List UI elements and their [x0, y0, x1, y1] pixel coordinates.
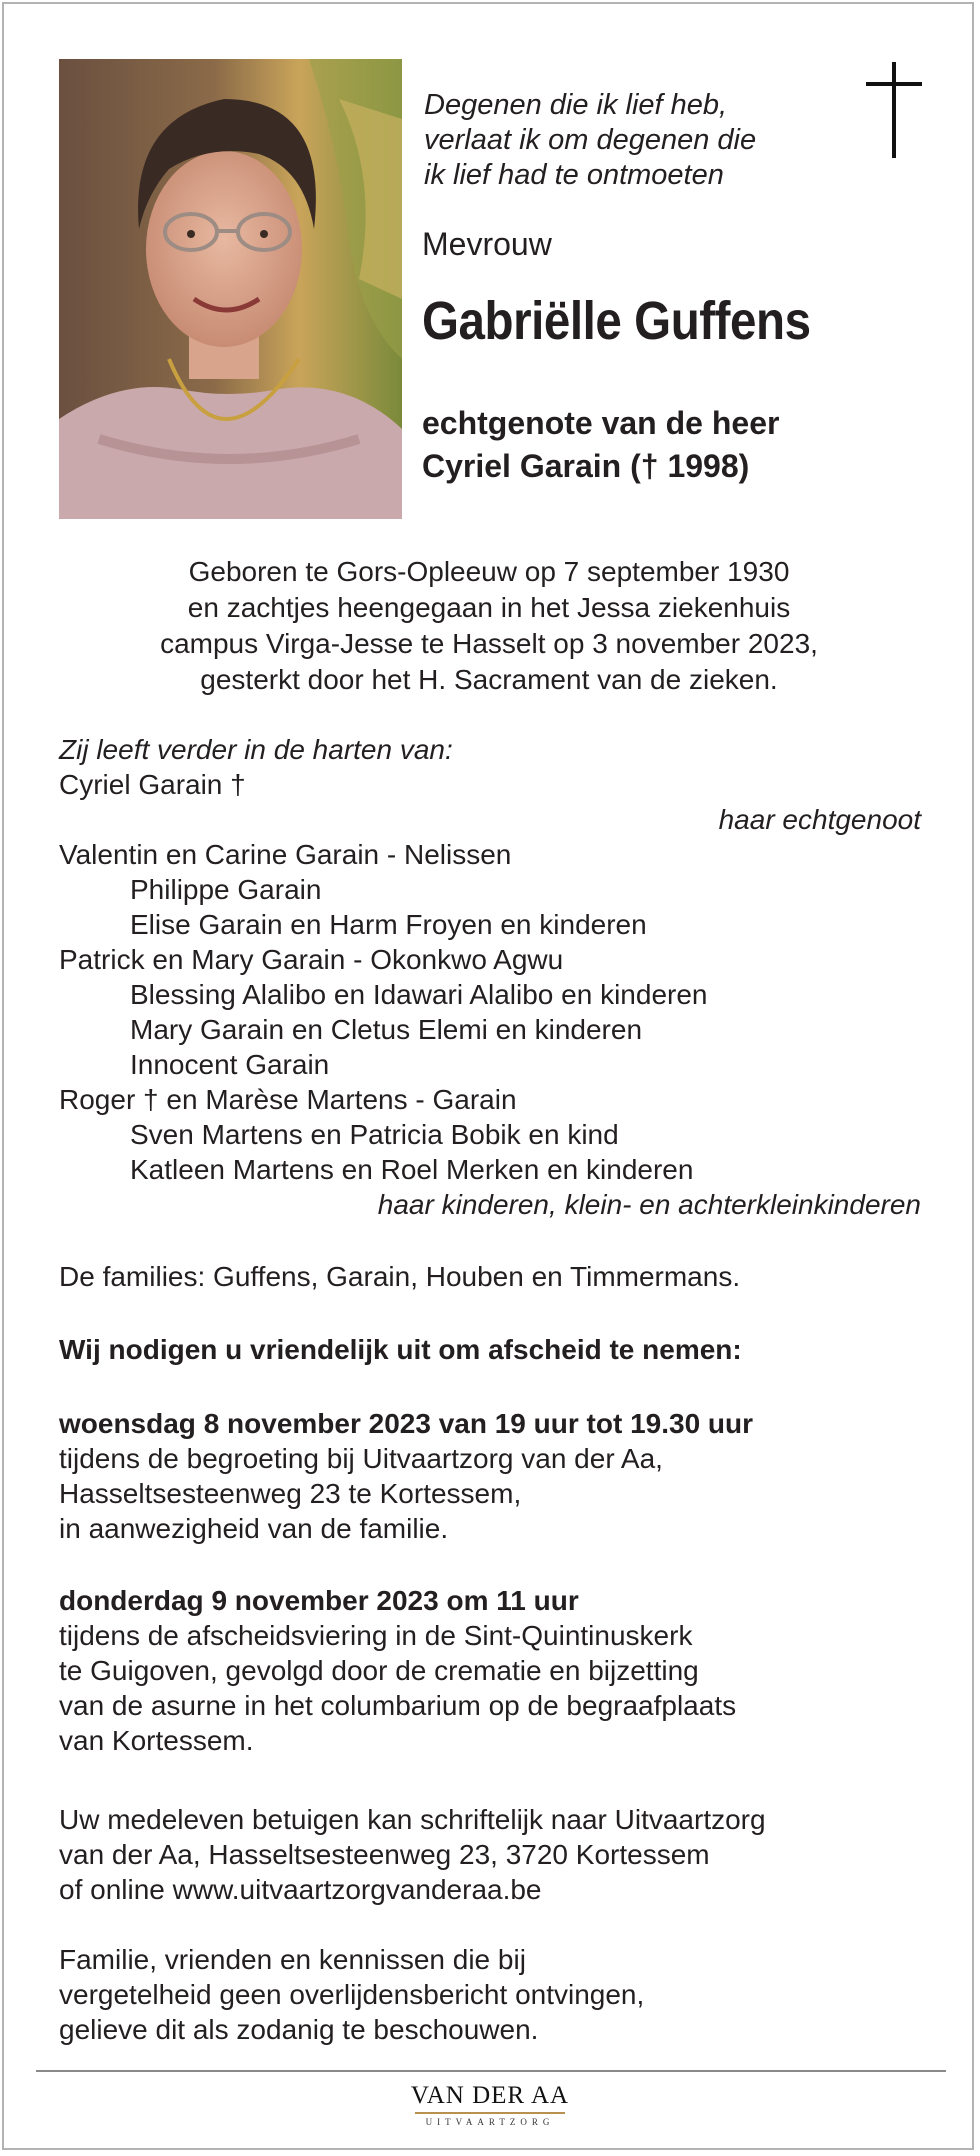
husband-role: haar echtgenoot	[718, 804, 921, 835]
poem-line: verlaat ik om degenen die	[424, 124, 757, 156]
visitation-block	[59, 1406, 753, 1546]
portrait-photo	[59, 59, 402, 519]
logo-sub-text: UITVAARTZORG	[425, 2117, 555, 2127]
ceremony-line: van de asurne in het columbarium op de begraafplaats	[59, 1690, 737, 1721]
family-line: Roger † en Marèse Martens - Garain	[59, 1084, 517, 1115]
notice-block	[59, 1942, 644, 2047]
ceremony-line: te Guigoven, gevolgd door de crematie en bijzetting	[59, 1655, 699, 1686]
footer-divider	[36, 2070, 946, 2072]
husband-name: Cyriel Garain †	[59, 769, 246, 800]
spouse-line: echtgenote van de heer	[422, 405, 780, 441]
ceremony-block	[59, 1583, 736, 1758]
survivors-list	[59, 732, 921, 1222]
birth-death-info	[59, 554, 919, 698]
info-line: gesterkt door het H. Sacrament van de zieken.	[200, 664, 778, 695]
poem-line: ik lief had te ontmoeten	[424, 159, 724, 191]
family-line: Innocent Garain	[130, 1049, 330, 1080]
ceremony-line: tijdens de afscheidsviering in de Sint-Quintinuskerk	[59, 1620, 693, 1651]
deceased-name: Gabriëlle Guffens	[422, 291, 811, 351]
funeral-home-logo	[390, 2082, 590, 2127]
ceremony-line: van Kortessem.	[59, 1725, 254, 1756]
family-line: Mary Garain en Cletus Elemi en kinderen	[130, 1014, 643, 1045]
poem	[424, 88, 756, 193]
spouse-info	[422, 402, 779, 488]
poem-line: Degenen die ik lief heb,	[424, 89, 728, 121]
family-line: Philippe Garain	[130, 874, 322, 905]
family-line: Sven Martens en Patricia Bobik en kind	[130, 1119, 619, 1150]
condolence-line: of online www.uitvaartzorgvanderaa.be	[59, 1874, 542, 1905]
info-line: en zachtjes heengegaan in het Jessa ziekenhuis	[187, 592, 791, 623]
condolence-line: van der Aa, Hasseltsesteenweg 23, 3720 Kortessem	[59, 1839, 710, 1870]
visitation-line: Hasseltsesteenweg 23 te Kortessem,	[59, 1478, 522, 1509]
survivors-intro: Zij leeft verder in de harten van:	[59, 734, 453, 765]
family-line: Elise Garain en Harm Froyen en kinderen	[130, 909, 647, 940]
invitation-heading: Wij nodigen u vriendelijk uit om afscheid te nemen:	[59, 1334, 742, 1365]
notice-line: vergetelheid geen overlijdensbericht ontvingen,	[59, 1979, 645, 2010]
info-line: Geboren te Gors-Opleeuw op 7 september 1930	[188, 556, 790, 587]
notice-line: gelieve dit als zodanig te beschouwen.	[59, 2014, 539, 2045]
family-line: Katleen Martens en Roel Merken en kinderen	[130, 1154, 694, 1185]
cross-icon	[866, 62, 922, 158]
condolence-line: Uw medeleven betuigen kan schriftelijk naar Uitvaartzorg	[59, 1804, 766, 1835]
ceremony-date: donderdag 9 november 2023 om 11 uur	[59, 1585, 579, 1616]
salutation: Mevrouw	[422, 226, 552, 262]
children-role: haar kinderen, klein- en achterkleinkinderen	[377, 1189, 921, 1220]
visitation-date: woensdag 8 november 2023 van 19 uur tot 19.30 uur	[59, 1408, 754, 1439]
info-line: campus Virga-Jesse te Hasselt op 3 november 2023,	[160, 628, 818, 659]
visitation-line: in aanwezigheid van de familie.	[59, 1513, 449, 1544]
logo-divider	[415, 2112, 565, 2114]
spouse-line: Cyriel Garain († 1998)	[422, 448, 750, 484]
families-line: De families: Guffens, Garain, Houben en Timmermans.	[59, 1261, 741, 1292]
visitation-line: tijdens de begroeting bij Uitvaartzorg van der Aa,	[59, 1443, 663, 1474]
logo-main-text: VAN DER AA	[410, 2082, 570, 2109]
family-line: Valentin en Carine Garain - Nelissen	[59, 839, 512, 870]
family-line: Patrick en Mary Garain - Okonkwo Agwu	[59, 944, 564, 975]
notice-line: Familie, vrienden en kennissen die bij	[59, 1944, 526, 1975]
family-line: Blessing Alalibo en Idawari Alalibo en kinderen	[130, 979, 708, 1010]
condolence-block	[59, 1802, 766, 1907]
